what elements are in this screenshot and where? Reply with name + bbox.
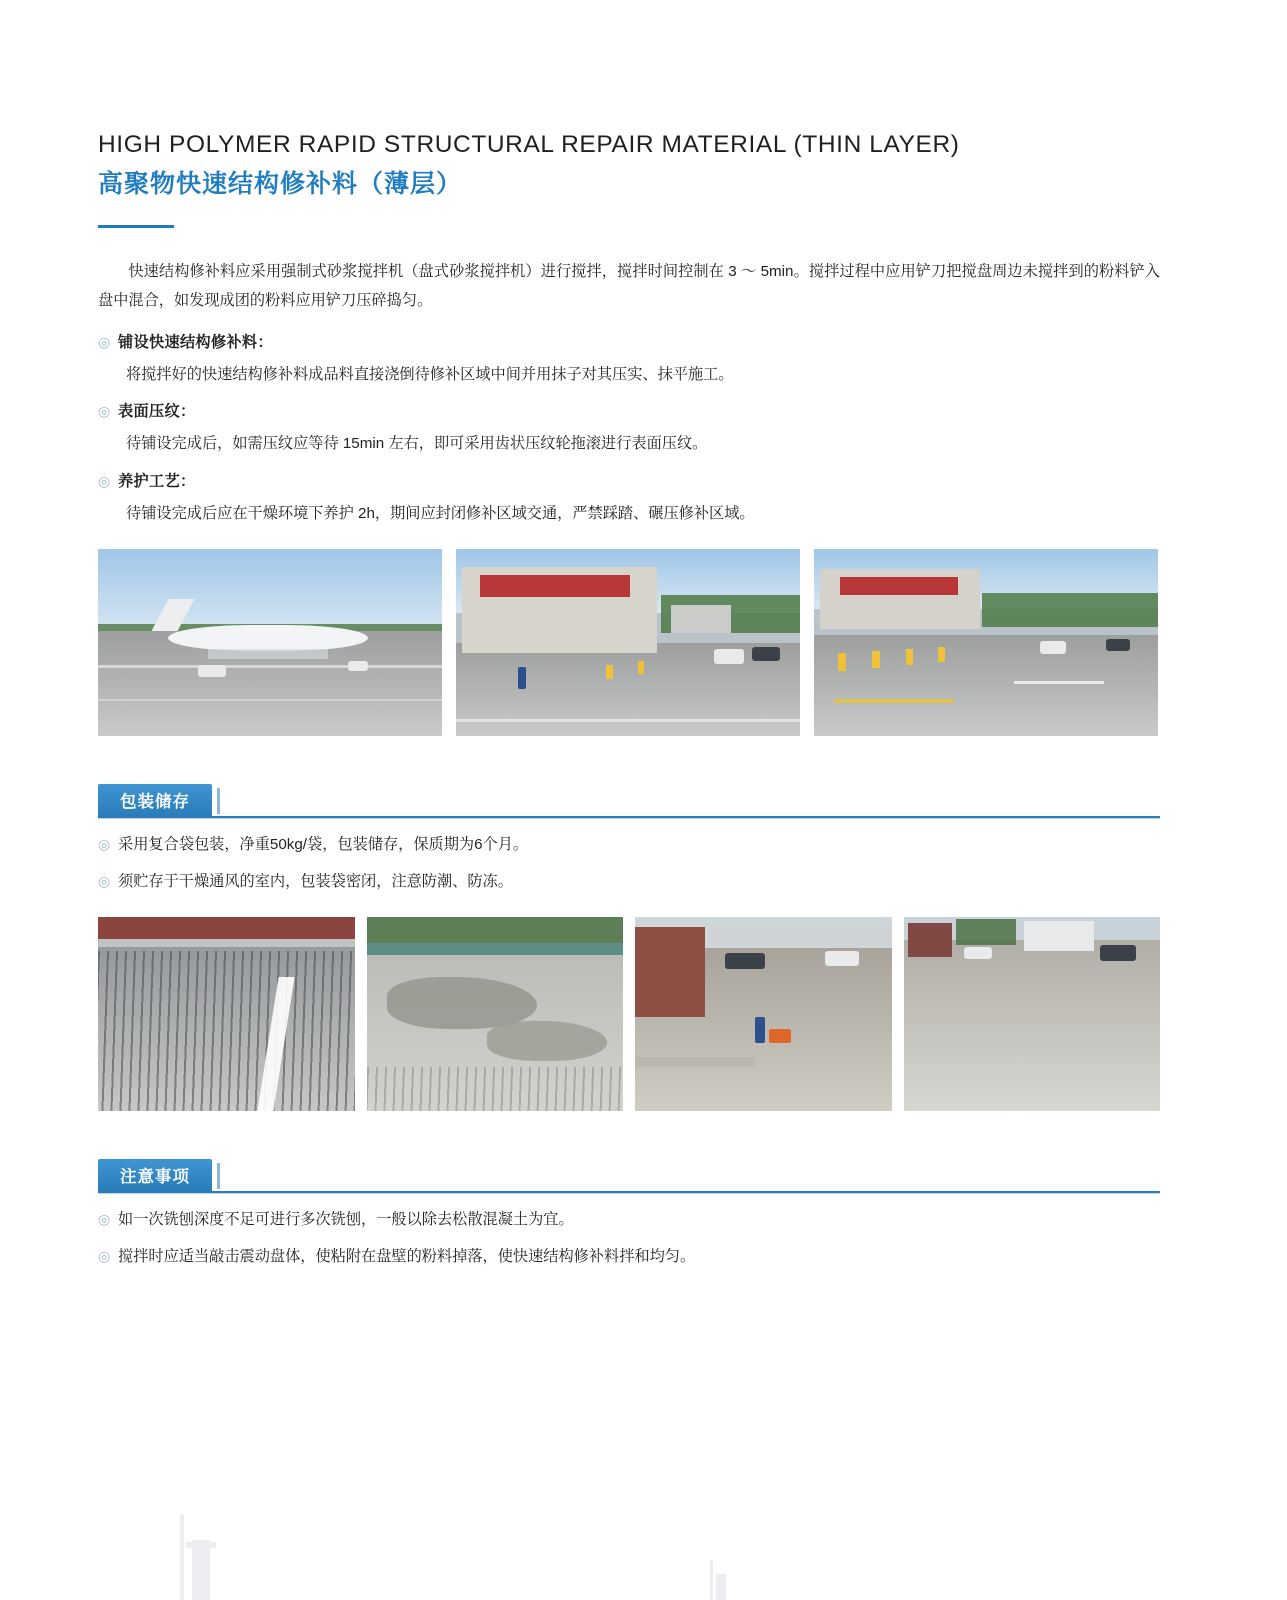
airport-apron-photo (98, 549, 442, 736)
page-title-english: HIGH POLYMER RAPID STRUCTURAL REPAIR MATERIAL (THIN LAYER) (98, 131, 960, 158)
street-shopfront-photo (456, 549, 800, 736)
list-item-text: 如一次铣刨深度不足可进行多次铣刨，一般以除去松散混凝土为宜。 (118, 1210, 574, 1228)
list-item-text: 须贮存于干燥通风的室内，包装袋密闭，注意防潮、防冻。 (118, 872, 513, 890)
list-item-text: 搅拌时应适当敲击震动盘体，使粘附在盘壁的粉料掉落，使快速结构修补料拌和均匀。 (118, 1247, 696, 1265)
gas-station-repair-photo (635, 917, 892, 1111)
section-tab-label: 注意事项 (98, 1159, 212, 1191)
bullet-icon: ◎ (98, 872, 111, 889)
bullet-icon: ◎ (98, 1210, 111, 1227)
list-item-text: 采用复合袋包装，净重50kg/袋，包装储存，保质期为6个月。 (118, 836, 529, 854)
section-precautions (98, 1159, 1160, 1270)
bullet-icon: ◎ (98, 1247, 111, 1264)
step-item-3 (98, 469, 1160, 495)
finished-pavement-photo (904, 917, 1161, 1111)
list-item (98, 832, 1160, 858)
page-title-chinese: 高聚物快速结构修补料（薄层） (98, 170, 463, 199)
section-tab-label: 包装储存 (98, 784, 212, 816)
step-detail-2: 待铺设完成后，如需压纹应等待 15min 左右，即可采用齿状压纹轮拖滚进行表面压纹。 (126, 435, 708, 453)
section-divider (98, 816, 1160, 818)
street-road-photo (814, 549, 1158, 736)
grooved-pavement-photo (98, 917, 355, 1111)
step-detail-1: 将搅拌好的快速结构修补料成品料直接浇倒待修补区域中间并用抹子对其压实、抹平施工。 (126, 365, 734, 383)
gallery-top (98, 549, 1160, 736)
packaging-list (98, 832, 1160, 895)
section-divider (98, 1191, 1160, 1193)
gallery-middle (98, 917, 1160, 1111)
step-title-3: 养护工艺： (118, 472, 196, 490)
list-item (98, 1207, 1160, 1233)
step-detail-3: 待铺设完成后应在干燥环境下养护 2h，期间应封闭修补区域交通，严禁踩踏、碾压修补区域。 (126, 504, 755, 522)
damaged-pavement-photo (367, 917, 624, 1111)
step-item-1 (98, 330, 1160, 356)
bullet-icon: ◎ (98, 403, 111, 420)
bullet-icon: ◎ (98, 333, 111, 350)
page-content (98, 130, 1160, 1270)
bullet-icon: ◎ (98, 836, 111, 853)
footer-watermark-graphic (150, 1510, 750, 1600)
step-item-2 (98, 399, 1160, 425)
list-item (98, 1244, 1160, 1270)
section-heading-precautions (98, 1159, 1160, 1193)
step-title-2: 表面压纹： (118, 403, 196, 421)
section-packaging-storage (98, 784, 1160, 1111)
section-heading-packaging (98, 784, 1160, 818)
intro-paragraph: 快速结构修补料应采用强制式砂浆搅拌机（盘式砂浆搅拌机）进行搅拌，搅拌时间控制在 3 ～ 5min。搅拌过程中应用铲刀把搅盘周边未搅拌到的粉料铲入盘中混合，如发现成团的粉料应用铲刀压碎捣匀。 (98, 263, 1160, 309)
step-title-1: 铺设快速结构修补料： (118, 333, 273, 351)
list-item (98, 869, 1160, 895)
title-underline-rule (98, 225, 174, 228)
bullet-icon: ◎ (98, 472, 111, 489)
precautions-list (98, 1207, 1160, 1270)
